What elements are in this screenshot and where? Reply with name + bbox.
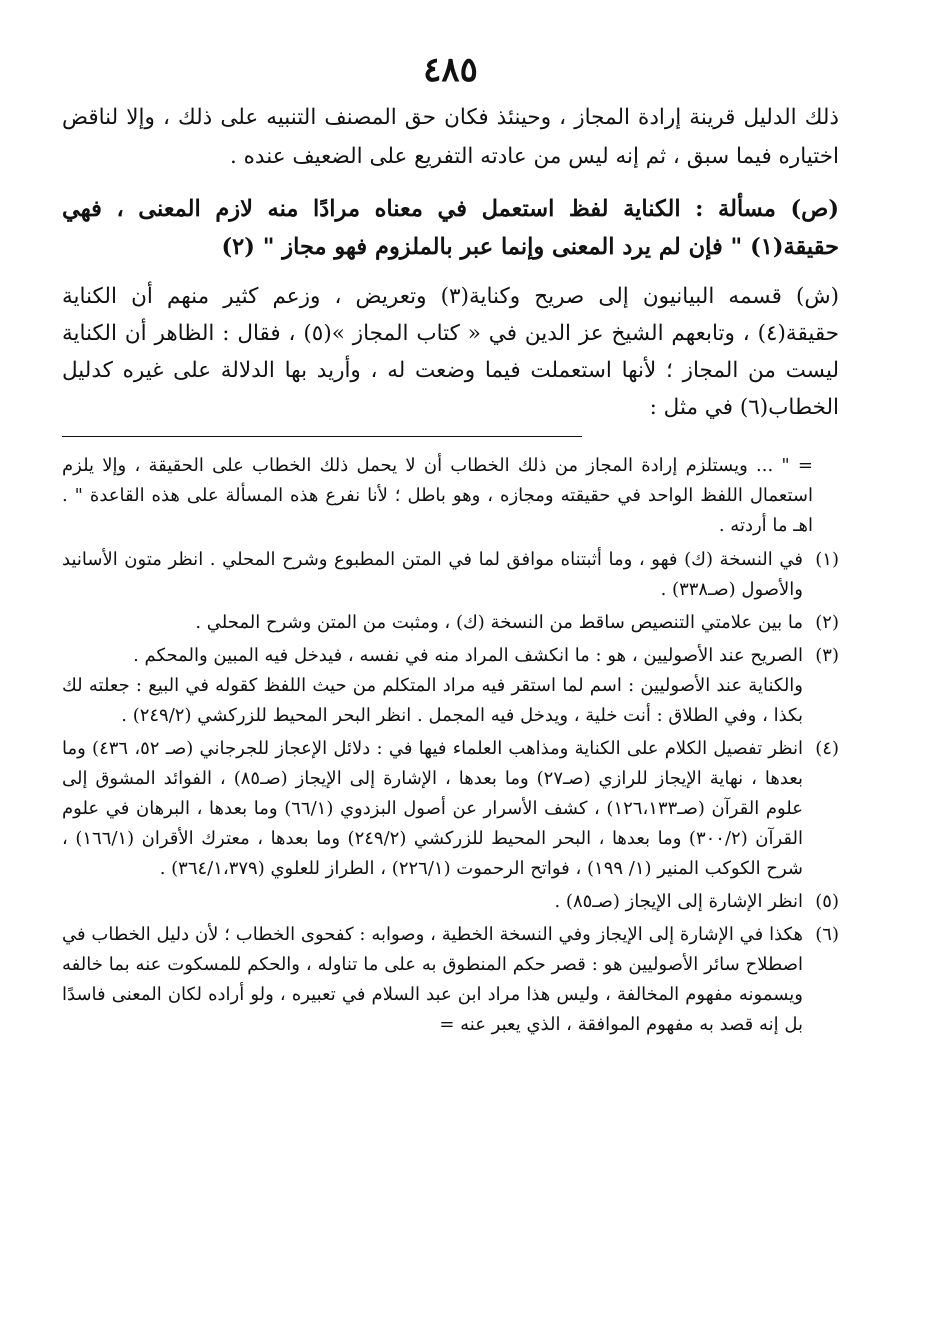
footnote-5 (62, 887, 839, 917)
footnote-2 (62, 608, 839, 638)
footnote-text: انظر الإشارة إلى الإيجاز (صـ٨٥) . (554, 891, 803, 912)
footnote-divider (62, 436, 582, 437)
footnote-number: (٥) (815, 891, 839, 912)
footnote-text: هكذا في الإشارة إلى الإيجاز وفي النسخة الخطية ، وصوابه : كفحوى الخطاب ؛ لأن دليل الخطاب في اصطلاح سائر الأصوليين هو : قصر حكم المنطوق به على ما تناوله ، والحكم للمسكوت عنه بما خالفه ويسمونه مفهوم المخالفة ، وليس هذا مراد ابن عبد السلام في تعبيره ، ولو أراده لكان المعنى فاسدًا بل إنه قصد به مفهوم الموافقة ، الذي يعبر عنه = (62, 924, 804, 1035)
footnote-text: في النسخة (ك) فهو ، وما أثبتناه موافق لما في المتن المطبوع وشرح المحلي . انظر متون الأسانيد والأصول (صـ٣٣٨) . (62, 549, 803, 600)
sharh-paragraph: (ش) قسمه البيانيون إلى صريح وكناية(٣) وتعريض ، وزعم كثير منهم أن الكناية حقيقة(٤) ، وتابعهم الشيخ عز الدين في « كتاب المجاز »(٥) ، فقال : الظاهر أن الكناية ليست من المجاز ؛ لأنها استعملت فيما وضعت له ، وأريد بها الدلالة على غيره كدليل الخطاب(٦) في مثل : (62, 284, 839, 420)
footnote-number: (٦) (815, 924, 839, 945)
footnote-number: (٢) (815, 612, 839, 633)
footnote-text: ما بين علامتي التنصيص ساقط من النسخة (ك) ، ومثبت من المتن وشرح المحلي . (195, 612, 803, 633)
footnote-text-continued: والكناية عند الأصوليين : اسم لما استقر فيه مراد المتكلم من حيث اللفظ كقوله في البيع : جعلته لك بكذا ، وفي الطلاق : أنت خلية ، ويدخل فيه المجمل . انظر البحر المحيط للزركشي (٢٤٩/٢) . (62, 675, 803, 726)
footnote-number: (٤) (815, 738, 839, 759)
masala-paragraph: (ص) مسألة : الكناية لفظ استعمل في معناه مرادًا منه لازم المعنى ، فهي حقيقة(١) " فإن لم يرد المعنى وإنما عبر بالملزوم فهو مجاز " (٢) (62, 196, 839, 260)
footnote-text: الصريح عند الأصوليين ، هو : ما انكشف المراد منه في نفسه ، فيدخل فيه المبين والمحكم . (133, 645, 803, 666)
footnotes (62, 451, 839, 1040)
footnote-1 (62, 545, 839, 605)
footnote-text: انظر تفصيل الكلام على الكناية ومذاهب العلماء فيها في : دلائل الإعجاز للجرجاني (صـ ٥٢، ٤٣٦) وما بعدها ، نهاية الإيجاز للرازي (صـ٢٧) وما بعدها ، الإشارة إلى الإيجاز (صـ٨٥) ، الفوائد المشوق إلى علوم القرآن (صـ١٢٦،١٣٣) ، كشف الأسرار عن أصول البزدوي (٦٦/١) وما بعدها ، البرهان في علوم القرآن (٣٠٠/٢) وما بعدها ، البحر المحيط للزركشي (٢٤٩/٢) وما بعدها ، معترك الأقران (١٦٦/١) ، شرح الكوكب المنير (١/ ١٩٩) ، فواتح الرحموت (٢٢٦/١) ، الطراز للعلوي (٣٦٤/١،٣٧٩) . (62, 738, 804, 879)
footnote-6 (62, 920, 839, 1040)
footnote-4 (62, 734, 839, 884)
footnote-3 (62, 641, 839, 731)
footnote-continuation: = " ... ويستلزم إرادة المجاز من ذلك الخطاب أن لا يحمل ذلك الخطاب على الحقيقة ، وإلا يلزم استعمال اللفظ الواحد في حقيقته ومجازه ، وهو باطل ؛ لأنا نفرع هذه المسألة على هذه القاعدة " . اهـ ما أردته . (62, 455, 813, 536)
footnote-number: (١) (815, 549, 839, 570)
footnote-number: (٣) (815, 645, 839, 666)
page-number: ٤٨٥ (423, 50, 478, 90)
intro-paragraph: ذلك الدليل قرينة إرادة المجاز ، وحينئذ فكان حق المصنف التنبيه على ذلك ، وإلا لناقض اختياره فيما سبق ، ثم إنه ليس من عادته التفريع على الضعيف عنده . (62, 105, 839, 169)
main-text (62, 98, 839, 426)
